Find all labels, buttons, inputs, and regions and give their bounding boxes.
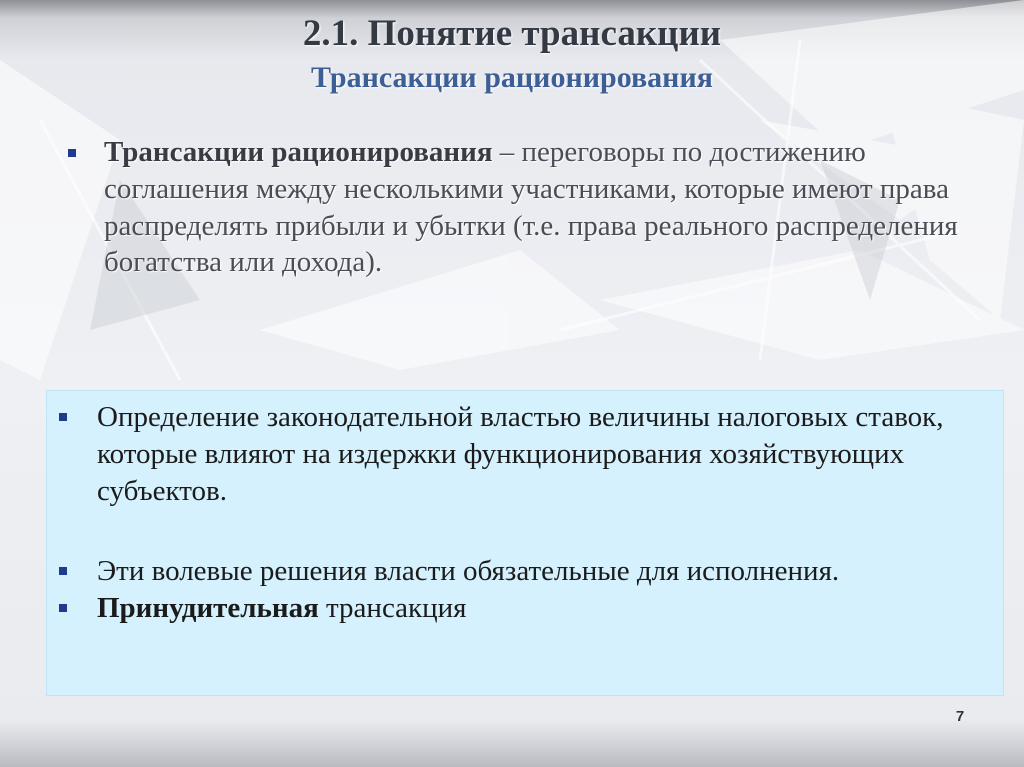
list-item-rest: трансакция <box>318 592 467 625</box>
slide-title: 2.1. Понятие трансакции <box>302 13 722 54</box>
slide-title-block <box>0 14 1024 94</box>
list-item-bold: Принудительная <box>97 592 319 625</box>
square-bullet-icon <box>68 149 76 157</box>
slide-subtitle: Трансакции рационирования <box>311 60 713 94</box>
definition-body: – переговоры по достижению соглашения между несколькими участниками, которые имеют права распределять прибыли и убытки (т.е. права реального распределения богатства или дохода). <box>104 136 958 279</box>
square-bullet-icon <box>59 567 67 575</box>
definition-text <box>104 134 974 281</box>
definition-list <box>68 134 988 281</box>
list-item <box>59 553 989 590</box>
list-item-text: Эти волевые решения власти обязательные для исполнения. <box>97 555 840 588</box>
list-item <box>68 134 988 281</box>
box-list <box>59 399 989 628</box>
definition-term: Трансакции рационирования <box>104 136 493 168</box>
page-number: 7 <box>955 708 965 725</box>
highlight-box <box>46 390 1004 696</box>
square-bullet-icon <box>59 604 67 612</box>
list-item <box>59 590 989 627</box>
list-item-text <box>97 590 987 627</box>
square-bullet-icon <box>59 413 67 421</box>
list-item <box>59 399 989 510</box>
list-item-text: Определение законодательной властью величины налоговых ставок, которые влияют на издержки функционирования хозяйствующих субъектов. <box>97 401 944 508</box>
